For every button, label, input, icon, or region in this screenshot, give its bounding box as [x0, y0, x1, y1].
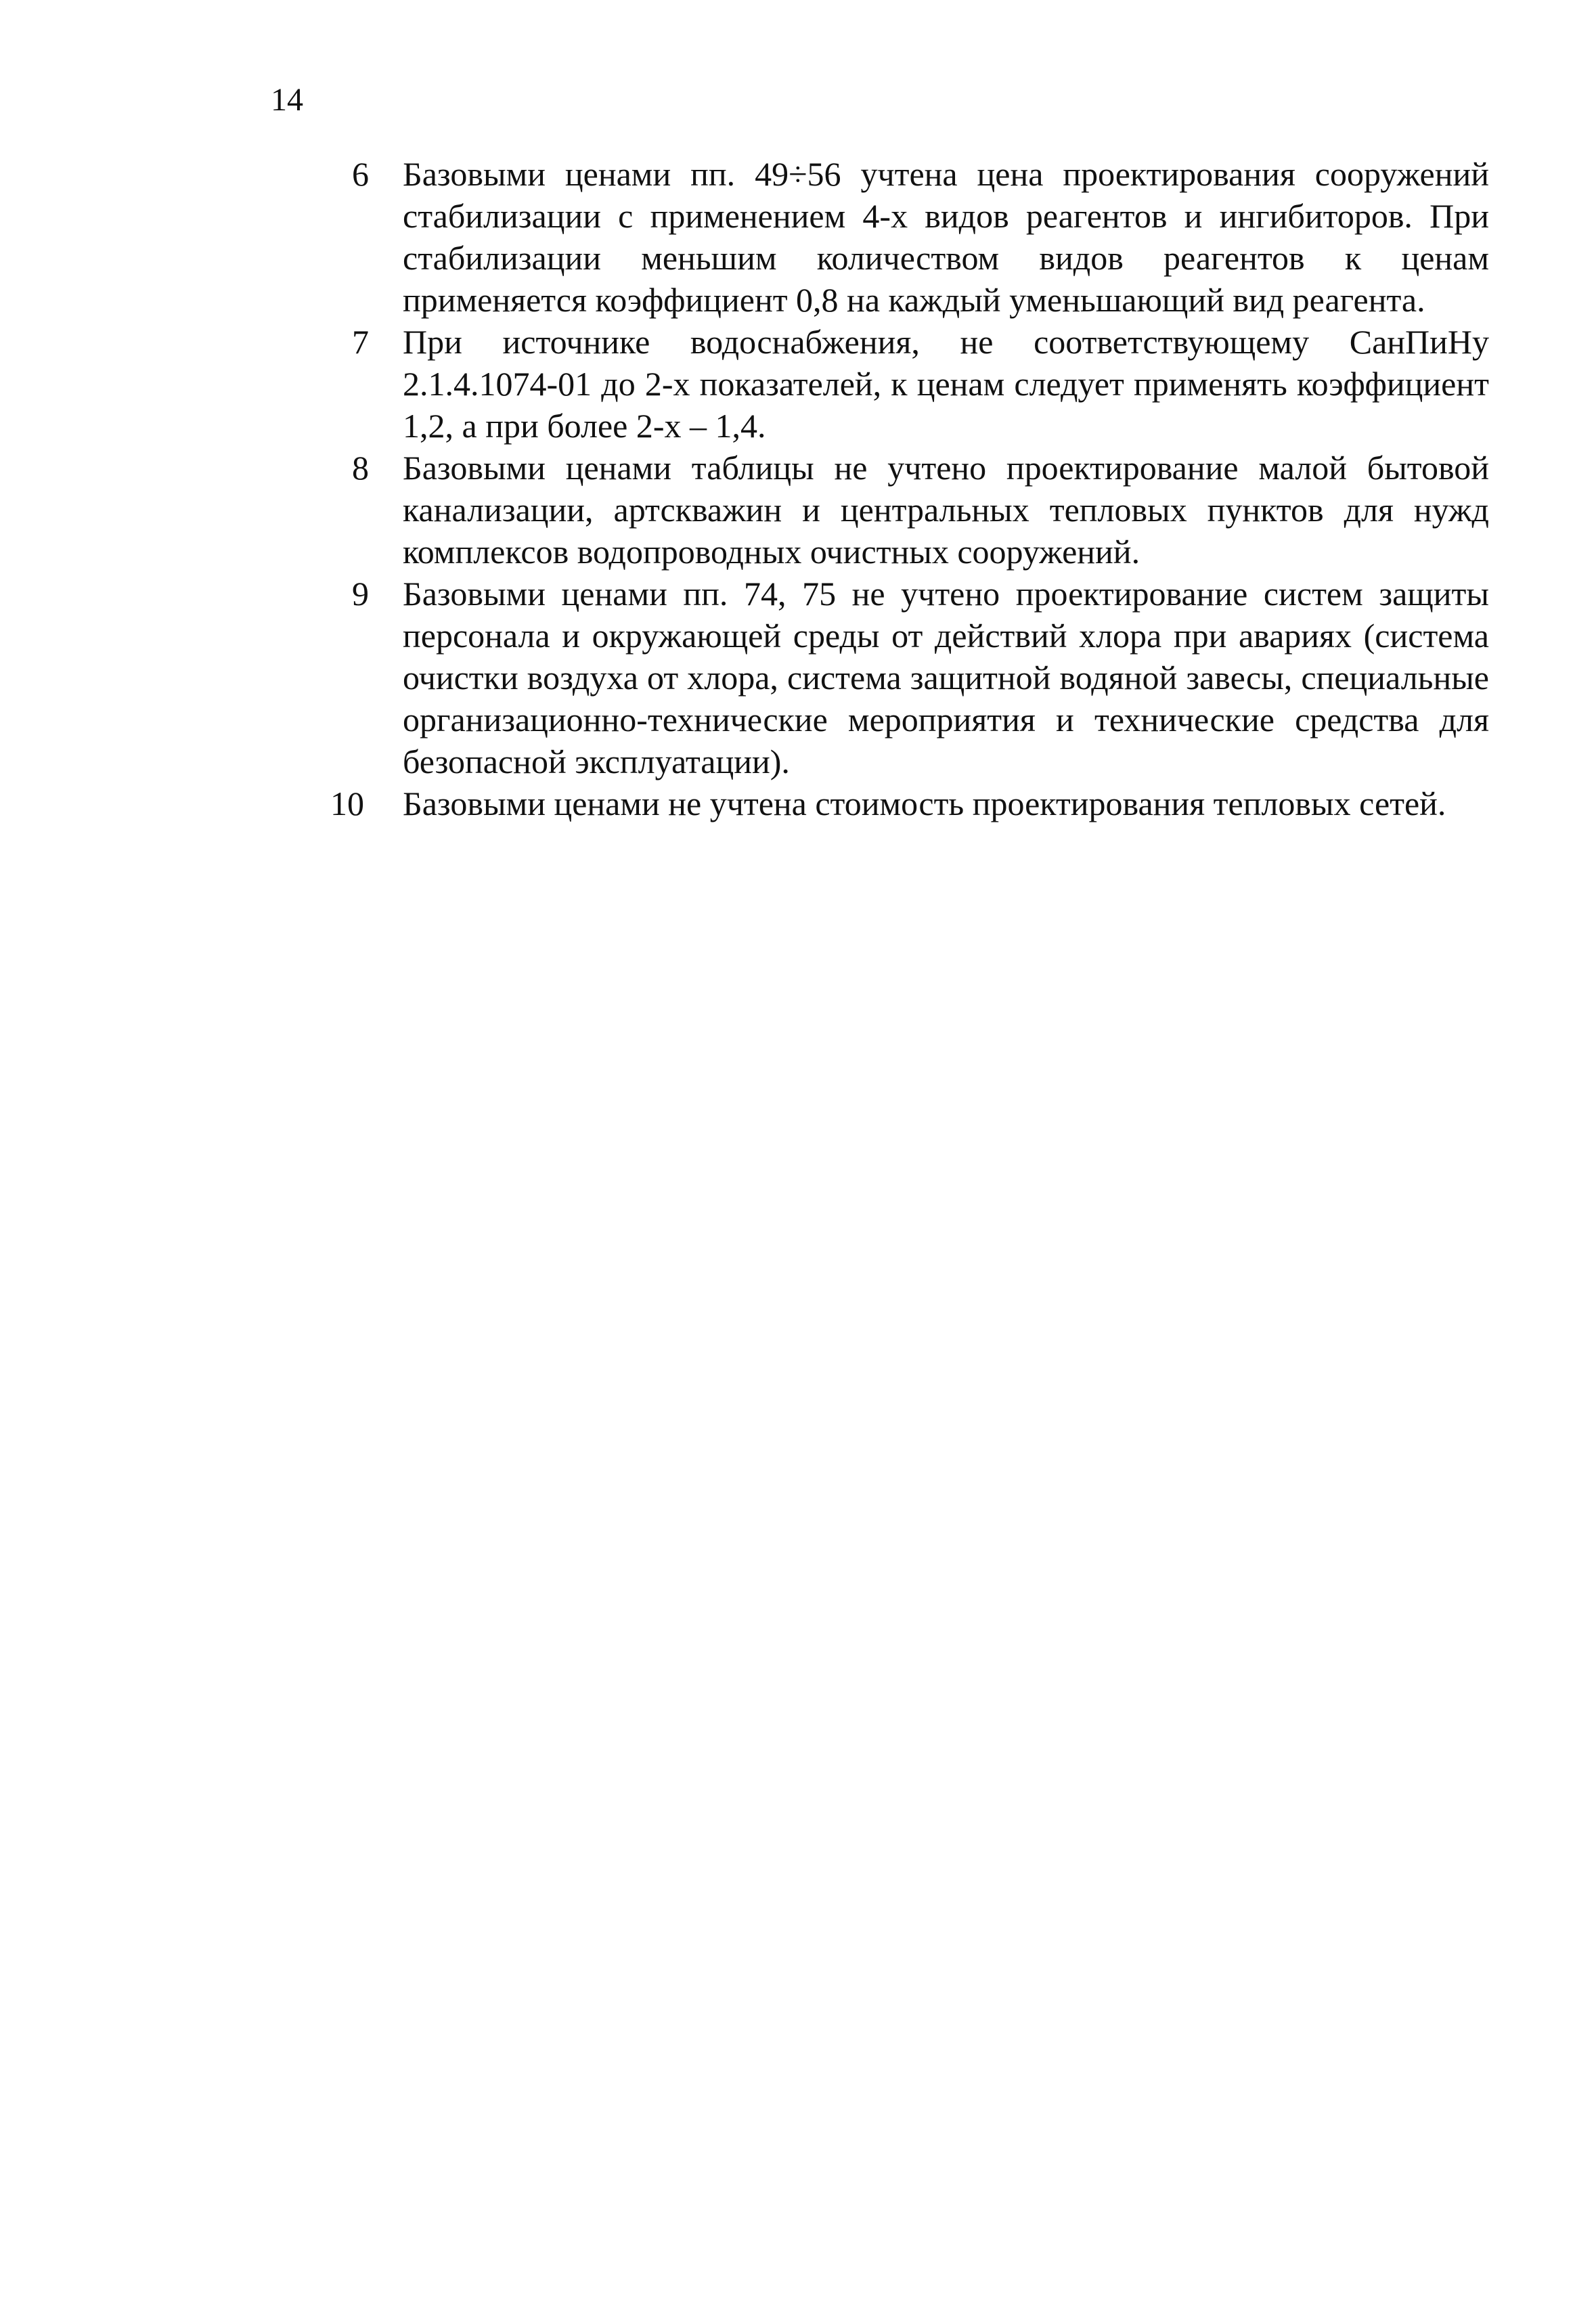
- note-number: 6: [352, 155, 369, 193]
- note-text: Базовыми ценами таблицы не учтено проектирование малой бытовой канализации, артскважин и центральных тепловых пунктов для нужд комплексов водопроводных очистных сооружений.: [403, 449, 1489, 571]
- note-item: [352, 573, 1489, 783]
- note-item: [352, 153, 1489, 321]
- note-text: Базовыми ценами не учтена стоимость проектирования тепловых сетей.: [403, 785, 1446, 822]
- note-text: Базовыми ценами пп. 74, 75 не учтено проектирование систем защиты персонала и окружающей среды от действий хлора при авариях (система очистки воздуха от хлора, система защитной водяной завесы, специальные организационно-технические мероприятия и технические средства для безопасной эксплуатации).: [403, 575, 1489, 780]
- note-item: [352, 447, 1489, 573]
- note-number: 10: [330, 785, 364, 822]
- note-number: 7: [352, 323, 369, 361]
- note-text: Базовыми ценами пп. 49÷56 учтена цена проектирования сооружений стабилизации с применением 4-х видов реагентов и ингибиторов. При стабилизации меньшим количеством видов реагентов к ценам применяется коэффициент 0,8 на каждый уменьшающий вид реагента.: [403, 155, 1489, 319]
- note-number: 9: [352, 575, 369, 613]
- note-number: 8: [352, 449, 369, 487]
- note-item: [330, 783, 1489, 824]
- note-text: При источнике водоснабжения, не соответствующему СанПиНу 2.1.4.1074-01 до 2-х показателей, к ценам следует применять коэффициент 1,2, а при более 2-х – 1,4.: [403, 323, 1489, 445]
- note-item: [352, 321, 1489, 447]
- notes-list: [330, 153, 1489, 824]
- page-number: 14: [271, 82, 303, 118]
